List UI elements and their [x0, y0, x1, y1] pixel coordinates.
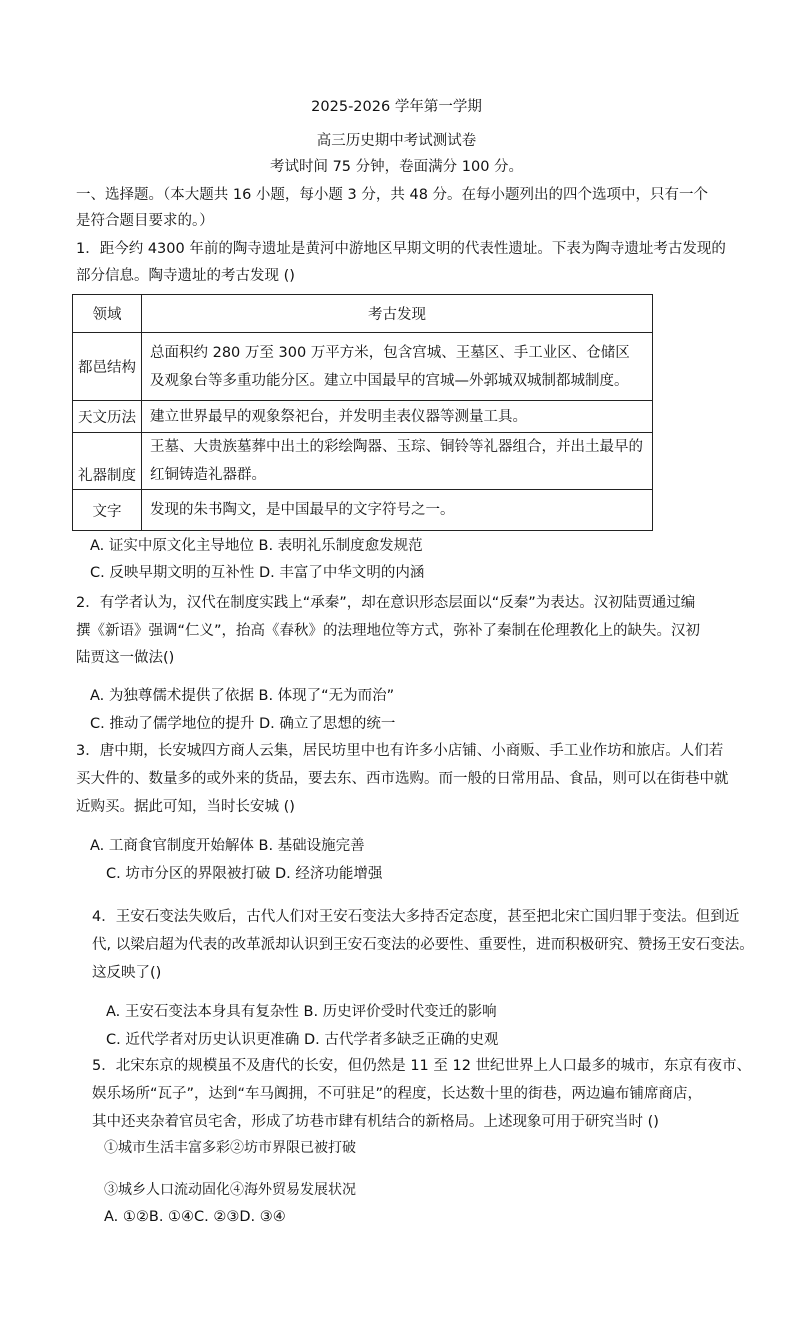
table-row — [73, 333, 653, 401]
semester-label: 2025-2026 学年第一学期 — [311, 99, 482, 115]
question-2-stem-line-1: 2．有学者认为，汉代在制度实践上“承秦”，却在意识形态层面以“反秦”为表达。汉初陆贾通过编 — [76, 595, 696, 611]
question-2-options-line-2: C. 推动了儒学地位的提升 D. 确立了思想的统一 — [90, 716, 396, 732]
question-5-stem-line-3: 其中还夹杂着官员宅舍，形成了坊巷市肆有机结合的新格局。上述现象可用于研究当时 () — [92, 1114, 659, 1130]
question-3-stem-line-1: 3．唐中期，长安城四方商人云集，居民坊里中也有许多小店铺、小商贩、手工业作坊和旅店。人们若 — [76, 743, 724, 759]
question-5-statements-line-2: ③城乡人口流动固化④海外贸易发展状况 — [104, 1182, 356, 1198]
question-2-stem-line-3: 陆贾这一做法() — [76, 650, 175, 666]
question-1-stem-line-1: 1．距今约 4300 年前的陶寺遗址是黄河中游地区早期文明的代表性遗址。下表为陶寺遗址考古发现的 — [76, 241, 726, 257]
question-4-stem-line-2: 代, 以梁启超为代表的改革派却认识到王安石变法的必要性、重要性，进而积极研究、赞扬王安石变法。 — [92, 937, 754, 953]
question-2-options-line-1: A. 为独尊儒术提供了依据 B. 体现了“无为而治” — [90, 688, 395, 704]
table-row — [73, 433, 653, 490]
table-header-finding: 考古发现 — [142, 295, 653, 333]
table-cell-field: 礼器制度 — [73, 433, 142, 490]
exam-title: 高三历史期中考试测试卷 — [316, 133, 477, 149]
table-cell-field: 文字 — [73, 490, 142, 531]
question-1-options-line-1: A. 证实中原文化主导地位 B. 表明礼乐制度愈发规范 — [90, 538, 423, 554]
section-instructions-line-1: 一、选择题。（本大题共 16 小题，每小题 3 分，共 48 分。在每小题列出的四个选项中，只有一个 — [76, 187, 709, 203]
table-cell-content: 建立世界最早的观象祭祀台，并发明圭表仪器等测量工具。 — [142, 401, 653, 433]
question-3-stem-line-3: 近购买。据此可知，当时长安城 () — [76, 799, 295, 815]
question-4-options-line-1: A. 王安石变法本身具有复杂性 B. 历史评价受时代变迁的影响 — [106, 1004, 497, 1020]
question-4-stem-line-3: 这反映了() — [92, 965, 162, 981]
table-cell-content: 发现的朱书陶文，是中国最早的文字符号之一。 — [142, 490, 653, 531]
question-3-options-line-1: A. 工商食官制度开始解体 B. 基础设施完善 — [90, 838, 365, 854]
question-5-stem-line-1: 5．北宋东京的规模虽不及唐代的长安，但仍然是 11 至 12 世纪世界上人口最多的城市，东京有夜市、 — [92, 1058, 752, 1074]
question-2-stem-line-2: 撰《新语》强调“仁义”，抬高《春秋》的法理地位等方式，弥补了秦制在伦理教化上的缺失。汉初 — [76, 623, 701, 639]
question-1-options-line-2: C. 反映早期文明的互补性 D. 丰富了中华文明的内涵 — [90, 565, 425, 581]
table-header-field: 领域 — [73, 295, 142, 333]
table-cell-content: 王墓、大贵族墓葬中出土的彩绘陶器、玉琮、铜铃等礼器组合，并出土最早的红铜铸造礼器群。 — [142, 433, 653, 490]
question-5-options: A. ①②B. ①④C. ②③D. ③④ — [104, 1209, 286, 1225]
table-row — [73, 401, 653, 433]
question-3-stem-line-2: 买大件的、数量多的或外来的货品，要去东、西市选购。而一般的日常用品、食品，则可以在街巷中就 — [76, 771, 729, 787]
table-cell-field: 都邑结构 — [73, 333, 142, 401]
question-4-stem-line-1: 4．王安石变法失败后，古代人们对王安石变法大多持否定态度，甚至把北宋亡国归罪于变法。但到近 — [92, 909, 740, 925]
archaeology-table — [72, 294, 653, 531]
table-header-row — [73, 295, 653, 333]
question-3-options-line-2: C. 坊市分区的界限被打破 D. 经济功能增强 — [106, 866, 383, 882]
question-5-stem-line-2: 娱乐场所“瓦子”，达到“车马阗拥，不可驻足”的程度，长达数十里的街巷，两边遍布铺席商店， — [92, 1086, 703, 1102]
question-5-statements-line-1: ①城市生活丰富多彩②坊市界限已被打破 — [104, 1140, 356, 1156]
question-4-options-line-2: C. 近代学者对历史认识更准确 D. 古代学者多缺乏正确的史观 — [106, 1032, 499, 1048]
table-cell-content: 总面积约 280 万至 300 万平方米，包含宫城、王墓区、手工业区、仓储区及观象台等多重功能分区。建立中国最早的宫城—外郭城双城制都城制度。 — [142, 333, 653, 401]
table-cell-field: 天文历法 — [73, 401, 142, 433]
table-row — [73, 490, 653, 531]
question-1-stem-line-2: 部分信息。陶寺遗址的考古发现 () — [76, 268, 295, 284]
section-instructions-line-2: 是符合题目要求的。） — [76, 213, 214, 229]
exam-info: 考试时间 75 分钟，卷面满分 100 分。 — [269, 159, 524, 175]
